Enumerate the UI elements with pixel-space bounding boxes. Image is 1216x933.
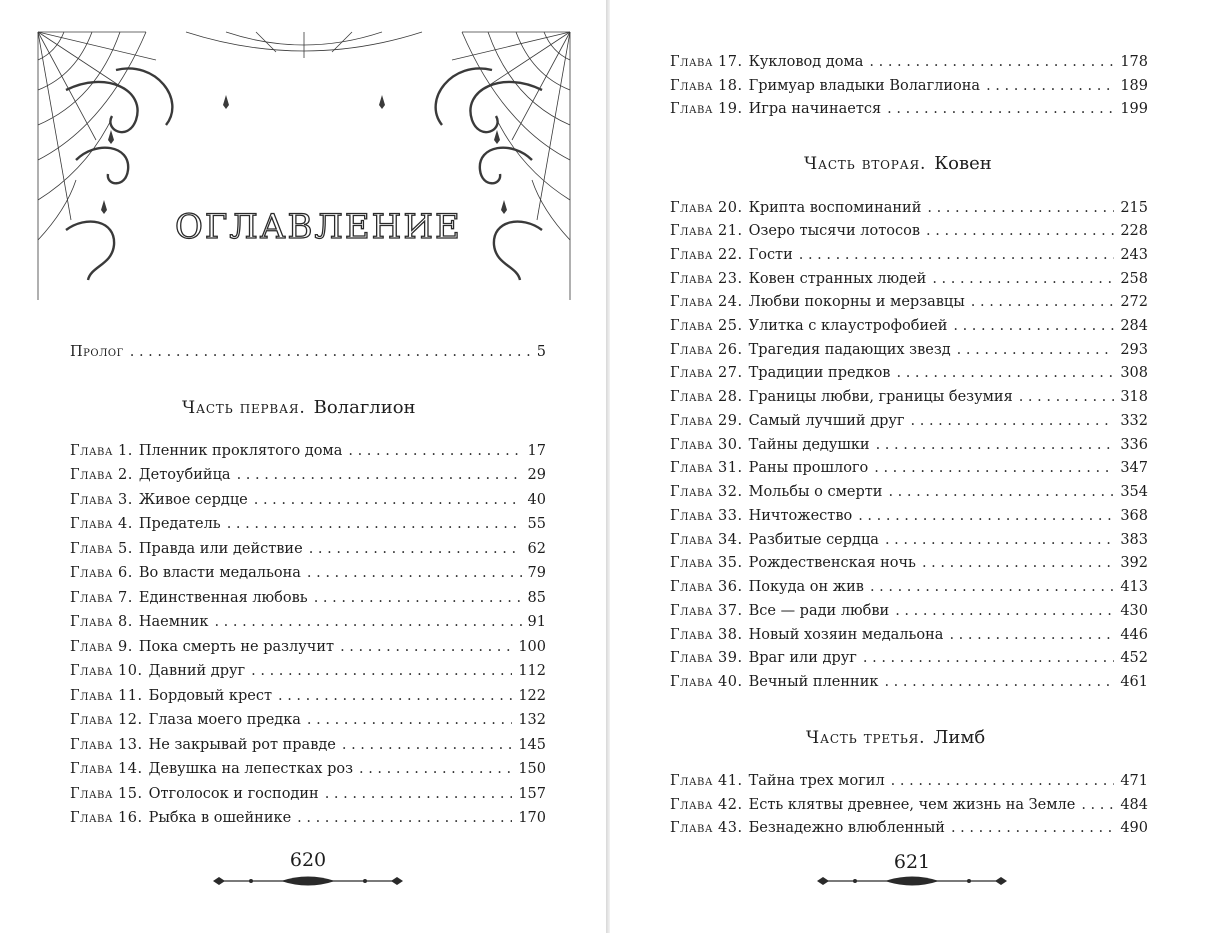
toc-page-number: 413 <box>1120 579 1148 595</box>
toc-title: Наемник <box>138 614 209 630</box>
toc-row-prologue[interactable] <box>70 341 546 363</box>
toc-page-number: 332 <box>1120 413 1148 429</box>
leader-dots <box>340 636 512 658</box>
leader-dots <box>348 440 521 462</box>
toc-label: Глава 13. <box>70 737 143 753</box>
toc-title: Гримуар владыки Волаглиона <box>748 78 981 94</box>
toc-row[interactable] <box>670 434 1148 456</box>
leader-dots <box>885 529 1114 551</box>
toc-row[interactable] <box>670 481 1148 503</box>
toc-row[interactable] <box>70 513 546 535</box>
toc-page-number: 461 <box>1120 674 1148 690</box>
toc-label: Глава 3. <box>70 492 133 508</box>
toc-label: Глава 18. <box>670 78 743 94</box>
leader-dots <box>922 552 1114 574</box>
toc-page-number: 189 <box>1120 78 1148 94</box>
toc-label: Глава 39. <box>670 650 743 666</box>
toc-page-number: 40 <box>527 492 546 508</box>
toc-page-number: 272 <box>1120 294 1148 310</box>
leader-dots <box>858 505 1114 527</box>
leader-dots <box>927 197 1114 219</box>
toc-row[interactable] <box>70 758 546 780</box>
toc-title: Любви покорны и мерзавцы <box>748 294 965 310</box>
toc-page-number: 132 <box>518 712 546 728</box>
toc-page-number: 354 <box>1120 484 1148 500</box>
leader-dots <box>307 562 522 584</box>
toc-row[interactable] <box>670 51 1148 73</box>
toc-row[interactable] <box>670 244 1148 266</box>
toc-row[interactable] <box>670 98 1148 120</box>
leader-dots <box>951 817 1114 839</box>
page-number: 620 <box>289 849 327 871</box>
toc-label: Глава 41. <box>670 773 743 789</box>
leader-dots <box>986 75 1114 97</box>
toc-row[interactable] <box>670 576 1148 598</box>
leader-dots <box>896 362 1114 384</box>
toc-page-number: 452 <box>1120 650 1148 666</box>
leader-dots <box>891 770 1115 792</box>
toc-title: Самый лучший друг <box>748 413 905 429</box>
toc-row[interactable] <box>670 315 1148 337</box>
part-name: Волаглион <box>313 397 416 418</box>
toc-page-number: 85 <box>527 590 546 606</box>
toc-page-number: 112 <box>518 663 546 679</box>
toc-row[interactable] <box>70 636 546 658</box>
toc-label: Глава 1. <box>70 443 133 459</box>
toc-title: Мольбы о смерти <box>748 484 883 500</box>
toc-page-number: 62 <box>527 541 546 557</box>
toc-title: Границы любви, границы безумия <box>748 389 1013 405</box>
toc-label: Глава 36. <box>670 579 743 595</box>
toc-label: Глава 33. <box>670 508 743 524</box>
toc-title: Безнадежно влюбленный <box>748 820 945 836</box>
flourish-divider-icon <box>815 874 1009 888</box>
toc-label: Глава 14. <box>70 761 143 777</box>
toc-title: Покуда он жив <box>748 579 864 595</box>
toc-label: Глава 21. <box>670 223 743 239</box>
toc-title: Гости <box>748 247 793 263</box>
toc-page-number: 170 <box>518 810 546 826</box>
leader-dots <box>953 315 1114 337</box>
toc-page-number: 100 <box>518 639 546 655</box>
toc-title: Враг или друг <box>748 650 857 666</box>
leader-dots <box>254 489 522 511</box>
toc-page-number: 392 <box>1120 555 1148 571</box>
toc-label: Глава 2. <box>70 467 133 483</box>
toc-page-number: 308 <box>1120 365 1148 381</box>
toc-page-number: 122 <box>518 688 546 704</box>
toc-page-number: 368 <box>1120 508 1148 524</box>
toc-page-number: 150 <box>518 761 546 777</box>
toc-label: Глава 42. <box>670 797 743 813</box>
part-prefix: Часть третья. <box>806 728 926 748</box>
toc-row[interactable] <box>670 624 1148 646</box>
toc-title: Живое сердце <box>138 492 248 508</box>
toc-row[interactable] <box>670 386 1148 408</box>
toc-label: Глава 26. <box>670 342 743 358</box>
toc-page-number: 243 <box>1120 247 1148 263</box>
leader-dots <box>1081 794 1114 816</box>
toc-label: Глава 22. <box>670 247 743 263</box>
toc-page-number: 471 <box>1120 773 1148 789</box>
toc-label: Глава 31. <box>670 460 743 476</box>
right-page <box>610 0 1216 933</box>
toc-title: Девушка на лепестках роз <box>148 761 353 777</box>
leader-dots <box>884 671 1114 693</box>
toc-title: Кукловод дома <box>748 54 864 70</box>
leader-dots <box>870 576 1114 598</box>
toc-page-number: 484 <box>1120 797 1148 813</box>
toc-row[interactable] <box>670 339 1148 361</box>
toc-label: Глава 27. <box>670 365 743 381</box>
part-title <box>806 727 985 748</box>
toc-title: Единственная любовь <box>138 590 308 606</box>
toc-title: Правда или действие <box>138 541 303 557</box>
part-name: Лимб <box>933 727 986 748</box>
leader-dots <box>957 339 1115 361</box>
toc-page-number: 79 <box>527 565 546 581</box>
toc-title: Озеро тысячи лотосов <box>748 223 921 239</box>
toc-label: Пролог <box>70 344 124 360</box>
toc-label: Глава 15. <box>70 786 143 802</box>
toc-title: Разбитые сердца <box>748 532 879 548</box>
toc-row[interactable] <box>70 734 546 756</box>
toc-label: Глава 40. <box>670 674 743 690</box>
toc-row[interactable] <box>70 587 546 609</box>
toc-page-number: 29 <box>527 467 546 483</box>
toc-row[interactable] <box>70 611 546 633</box>
leader-dots <box>888 481 1114 503</box>
part-prefix: Часть вторая. <box>804 154 927 174</box>
toc-row[interactable] <box>70 562 546 584</box>
toc-label: Глава 43. <box>670 820 743 836</box>
toc-row[interactable] <box>670 75 1148 97</box>
toc-title: Вечный пленник <box>748 674 879 690</box>
toc-page-number: 5 <box>536 344 546 360</box>
part-prefix: Часть первая. <box>182 398 306 418</box>
toc-page-number: 318 <box>1120 389 1148 405</box>
toc-title: Ничтожество <box>748 508 853 524</box>
toc-row[interactable] <box>670 410 1148 432</box>
toc-page-number: 490 <box>1120 820 1148 836</box>
toc-row[interactable] <box>70 783 546 805</box>
toc-row[interactable] <box>670 600 1148 622</box>
toc-page-number: 178 <box>1120 54 1148 70</box>
toc-row[interactable] <box>670 552 1148 574</box>
leader-dots <box>876 434 1115 456</box>
leader-dots <box>130 341 531 363</box>
toc-label: Глава 30. <box>670 437 743 453</box>
toc-title: Рождественская ночь <box>748 555 916 571</box>
toc-title: Игра начинается <box>748 101 882 117</box>
toc-page-number: 91 <box>527 614 546 630</box>
toc-row[interactable] <box>70 440 546 462</box>
toc-page-number: 228 <box>1120 223 1148 239</box>
toc-row[interactable] <box>70 807 546 829</box>
toc-row[interactable] <box>670 457 1148 479</box>
leader-dots <box>971 291 1115 313</box>
toc-page-number: 199 <box>1120 101 1148 117</box>
toc-label: Глава 7. <box>70 590 133 606</box>
toc-row[interactable] <box>670 291 1148 313</box>
spiderweb-ornament-icon <box>36 30 572 302</box>
toc-label: Глава 38. <box>670 627 743 643</box>
toc-label: Глава 23. <box>670 271 743 287</box>
toc-title: Тайна трех могил <box>748 773 885 789</box>
toc-title: Отголосок и господин <box>148 786 319 802</box>
part-name: Ковен <box>934 153 992 174</box>
leader-dots <box>227 513 522 535</box>
toc-row[interactable] <box>670 362 1148 384</box>
toc-page-number: 157 <box>518 786 546 802</box>
left-page <box>0 0 606 933</box>
toc-title: Не закрывай рот правде <box>148 737 336 753</box>
toc-row[interactable] <box>670 220 1148 242</box>
toc-title: Бордовый крест <box>148 688 272 704</box>
toc-row[interactable] <box>670 817 1148 839</box>
toc-title: Улитка с клаустрофобией <box>748 318 948 334</box>
toc-row[interactable] <box>70 464 546 486</box>
toc-label: Глава 4. <box>70 516 133 532</box>
toc-page-number: 336 <box>1120 437 1148 453</box>
toc-row[interactable] <box>670 529 1148 551</box>
toc-title: Ковен странных людей <box>748 271 927 287</box>
toc-label: Глава 8. <box>70 614 133 630</box>
leader-dots <box>911 410 1115 432</box>
toc-page-number: 215 <box>1120 200 1148 216</box>
leader-dots <box>251 660 512 682</box>
toc-title: Крипта воспоминаний <box>748 200 922 216</box>
toc-title: Давний друг <box>148 663 246 679</box>
toc-label: Глава 35. <box>670 555 743 571</box>
toc-label: Глава 16. <box>70 810 143 826</box>
leader-dots <box>799 244 1115 266</box>
leader-dots <box>214 611 521 633</box>
toc-page-number: 55 <box>527 516 546 532</box>
leader-dots <box>1019 386 1115 408</box>
leader-dots <box>278 685 512 707</box>
toc-page-number: 347 <box>1120 460 1148 476</box>
toc-label: Глава 6. <box>70 565 133 581</box>
toc-row[interactable] <box>70 709 546 731</box>
toc-page-number: 430 <box>1120 603 1148 619</box>
leader-dots <box>309 538 522 560</box>
leader-dots <box>949 624 1114 646</box>
toc-label: Глава 11. <box>70 688 143 704</box>
toc-row[interactable] <box>670 794 1148 816</box>
toc-label: Глава 10. <box>70 663 143 679</box>
toc-title: Во власти медальона <box>138 565 301 581</box>
toc-title: Детоубийца <box>138 467 231 483</box>
flourish-divider-icon <box>211 874 405 888</box>
toc-row[interactable] <box>70 489 546 511</box>
toc-label: Глава 17. <box>670 54 743 70</box>
leader-dots <box>307 709 512 731</box>
leader-dots <box>237 464 522 486</box>
toc-page-number: 284 <box>1120 318 1148 334</box>
toc-row[interactable] <box>670 770 1148 792</box>
part-title <box>804 153 992 174</box>
toc-title: Традиции предков <box>748 365 891 381</box>
part-title <box>182 397 416 418</box>
toc-page-number: 293 <box>1120 342 1148 358</box>
toc-label: Глава 32. <box>670 484 743 500</box>
toc-title: Предатель <box>138 516 221 532</box>
toc-label: Глава 5. <box>70 541 133 557</box>
toc-page-number: 258 <box>1120 271 1148 287</box>
toc-title: Тайны дедушки <box>748 437 870 453</box>
toc-page-number: 17 <box>527 443 546 459</box>
toc-label: Глава 28. <box>670 389 743 405</box>
toc-label: Глава 9. <box>70 639 133 655</box>
toc-title: Пока смерть не разлучит <box>138 639 335 655</box>
leader-dots <box>325 783 513 805</box>
toc-row[interactable] <box>670 647 1148 669</box>
toc-page-number: 145 <box>518 737 546 753</box>
leader-dots <box>874 457 1114 479</box>
leader-dots <box>314 587 522 609</box>
toc-row[interactable] <box>670 505 1148 527</box>
page-title: ОГЛАВЛЕНИЕ <box>175 207 462 247</box>
leader-dots <box>926 220 1114 242</box>
toc-page-number: 446 <box>1120 627 1148 643</box>
toc-label: Глава 24. <box>670 294 743 310</box>
toc-title: Пленник проклятого дома <box>138 443 343 459</box>
toc-row[interactable] <box>670 268 1148 290</box>
leader-dots <box>863 647 1114 669</box>
leader-dots <box>297 807 512 829</box>
page-number: 621 <box>893 851 931 873</box>
toc-row[interactable] <box>670 197 1148 219</box>
toc-title: Трагедия падающих звезд <box>748 342 951 358</box>
toc-label: Глава 12. <box>70 712 143 728</box>
leader-dots <box>342 734 512 756</box>
leader-dots <box>359 758 512 780</box>
toc-label: Глава 34. <box>670 532 743 548</box>
toc-page-number: 383 <box>1120 532 1148 548</box>
toc-title: Глаза моего предка <box>148 712 301 728</box>
toc-row[interactable] <box>670 671 1148 693</box>
toc-label: Глава 20. <box>670 200 743 216</box>
toc-label: Глава 19. <box>670 101 743 117</box>
toc-label: Глава 25. <box>670 318 743 334</box>
toc-title: Все — ради любви <box>748 603 890 619</box>
toc-row[interactable] <box>70 538 546 560</box>
toc-label: Глава 29. <box>670 413 743 429</box>
toc-title: Раны прошлого <box>748 460 869 476</box>
toc-row[interactable] <box>70 660 546 682</box>
leader-dots <box>887 98 1114 120</box>
toc-label: Глава 37. <box>670 603 743 619</box>
toc-title: Новый хозяин медальона <box>748 627 944 643</box>
leader-dots <box>895 600 1114 622</box>
toc-title: Есть клятвы древнее, чем жизнь на Земле <box>748 797 1076 813</box>
toc-row[interactable] <box>70 685 546 707</box>
toc-title: Рыбка в ошейнике <box>148 810 292 826</box>
leader-dots <box>869 51 1114 73</box>
leader-dots <box>932 268 1114 290</box>
